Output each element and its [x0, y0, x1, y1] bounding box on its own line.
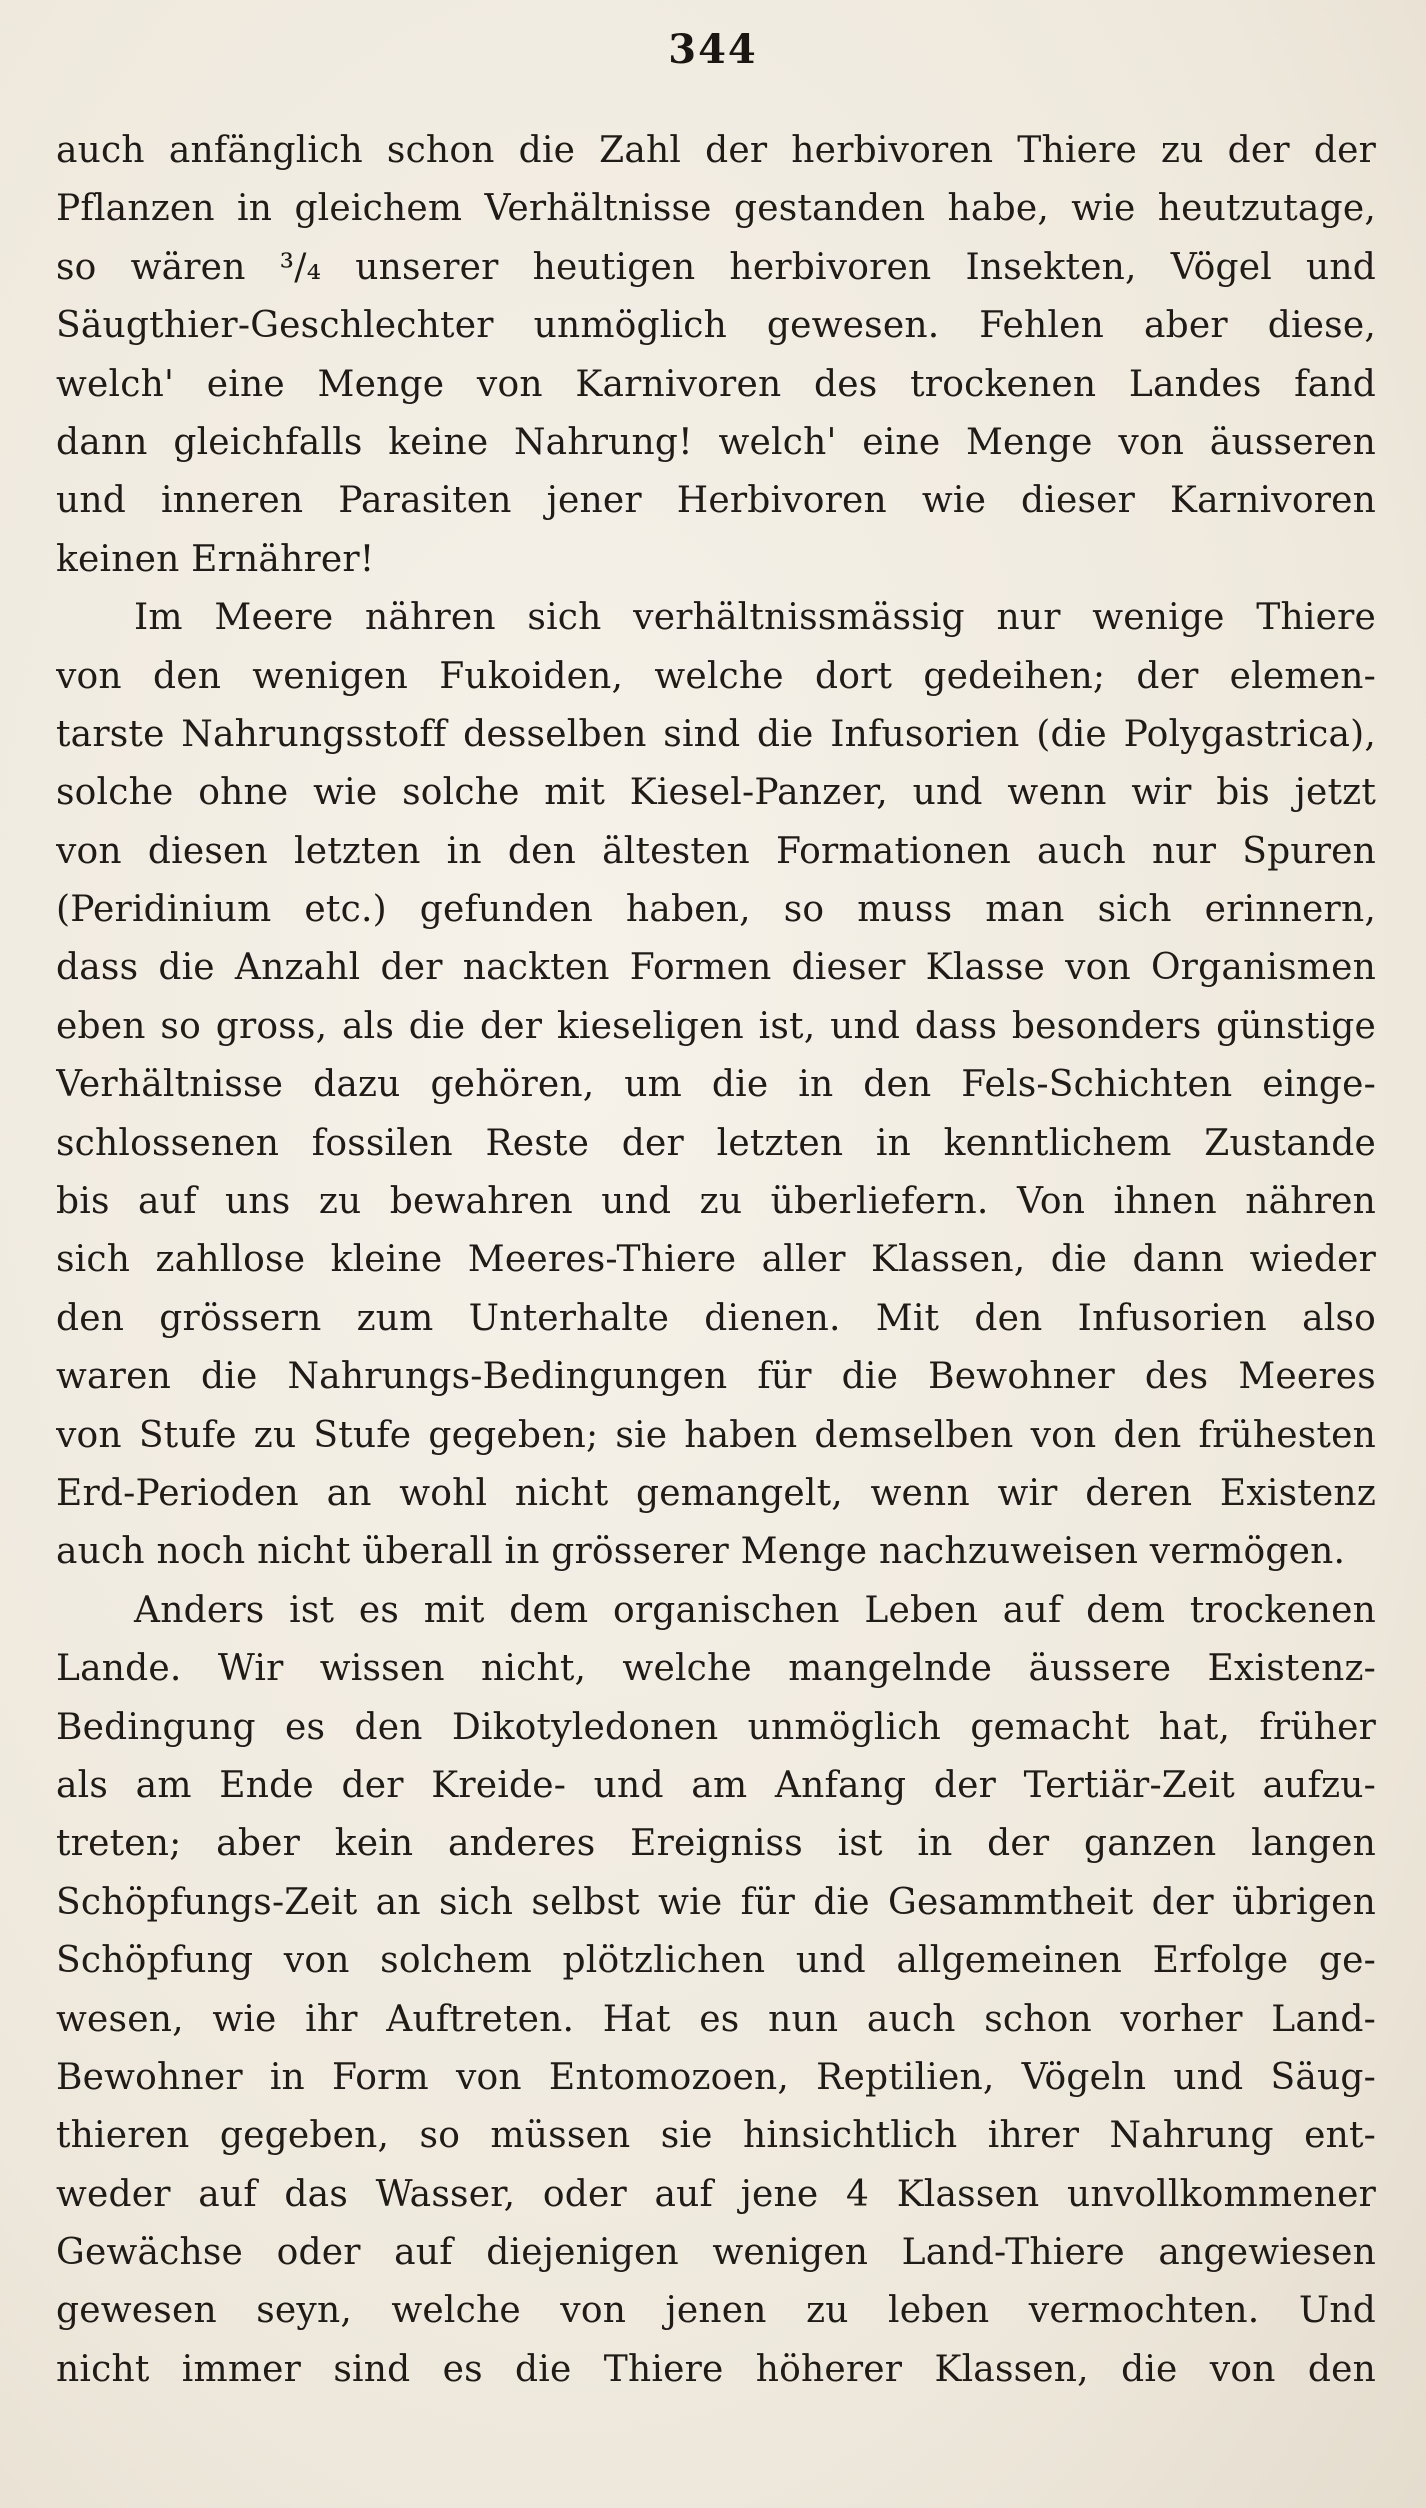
text-line: so wären ³/₄ unserer heutigen herbivoren Insekten, Vögel und	[56, 246, 1376, 288]
text-line: schlossenen fossilen Reste der letzten in kenntlichem Zustande	[56, 1122, 1376, 1164]
text-line: solche ohne wie solche mit Kiesel-Panzer, und wenn wir bis jetzt	[56, 772, 1376, 814]
body-text	[56, 122, 1376, 2399]
text-line: Bewohner in Form von Entomozoen, Reptilien, Vögeln und Säug-	[56, 2056, 1376, 2098]
text-line: Säugthier-Geschlechter unmöglich gewesen. Fehlen aber diese,	[56, 305, 1376, 347]
text-line: von diesen letzten in den ältesten Formationen auch nur Spuren	[56, 830, 1376, 872]
text-line: als am Ende der Kreide- und am Anfang der Tertiär-Zeit aufzu-	[56, 1764, 1376, 1806]
text-line: Verhältnisse dazu gehören, um die in den Fels-Schichten einge-	[56, 1064, 1376, 1106]
text-line: wesen, wie ihr Auftreten. Hat es nun auch schon vorher Land-	[56, 1998, 1376, 2040]
text-line: dass die Anzahl der nackten Formen dieser Klasse von Organismen	[56, 947, 1376, 989]
text-line: den grössern zum Unterhalte dienen. Mit den Infusorien also	[56, 1297, 1376, 1339]
text-line: tarste Nahrungsstoff desselben sind die Infusorien (die Polygastrica),	[56, 713, 1376, 755]
text-line: eben so gross, als die der kieseligen ist, und dass besonders günstige	[56, 1005, 1376, 1047]
text-line: Anders ist es mit dem organischen Leben auf dem trockenen	[134, 1589, 1376, 1631]
text-line: auch anfänglich schon die Zahl der herbivoren Thiere zu der der	[56, 130, 1376, 171]
text-line: dann gleichfalls keine Nahrung! welch' eine Menge von äusseren	[56, 421, 1376, 463]
text-line: bis auf uns zu bewahren und zu überliefern. Von ihnen nähren	[56, 1181, 1376, 1223]
page-number: 344	[668, 26, 758, 73]
text-line: Bedingung es den Dikotyledonen unmöglich gemacht hat, früher	[56, 1706, 1376, 1748]
text-line: von Stufe zu Stufe gegeben; sie haben demselben von den frühesten	[56, 1414, 1376, 1456]
text-line: Lande. Wir wissen nicht, welche mangelnde äussere Existenz-	[56, 1648, 1376, 1690]
text-line: von den wenigen Fukoiden, welche dort gedeihen; der elemen-	[56, 655, 1376, 697]
text-line: welch' eine Menge von Karnivoren des trockenen Landes fand	[56, 363, 1376, 405]
text-line: Gewächse oder auf diejenigen wenigen Land-Thiere angewiesen	[56, 2232, 1376, 2274]
text-line: gewesen seyn, welche von jenen zu leben vermochten. Und	[56, 2290, 1376, 2332]
text-line: Pflanzen in gleichem Verhältnisse gestanden habe, wie heutzutage,	[56, 188, 1376, 230]
text-line: Erd-Perioden an wohl nicht gemangelt, wenn wir deren Existenz	[56, 1472, 1376, 1514]
text-line: thieren gegeben, so müssen sie hinsichtlich ihrer Nahrung ent-	[56, 2115, 1376, 2157]
text-line: sich zahllose kleine Meeres-Thiere aller Klassen, die dann wieder	[56, 1239, 1376, 1281]
text-line: nicht immer sind es die Thiere höherer Klassen, die von den	[56, 2348, 1376, 2390]
text-line: auch noch nicht überall in grösserer Menge nachzuweisen vermögen.	[56, 1531, 1346, 1573]
text-line: treten; aber kein anderes Ereigniss ist in der ganzen langen	[56, 1823, 1376, 1865]
text-line: weder auf das Wasser, oder auf jene 4 Klassen unvollkommener	[56, 2173, 1376, 2215]
text-line: (Peridinium etc.) gefunden haben, so muss man sich erinnern,	[56, 889, 1376, 931]
text-line: Schöpfungs-Zeit an sich selbst wie für die Gesammtheit der übrigen	[56, 1881, 1376, 1923]
text-line: Schöpfung von solchem plötzlichen und allgemeinen Erfolge ge-	[56, 1940, 1376, 1982]
text-line: und inneren Parasiten jener Herbivoren wie dieser Karnivoren	[56, 480, 1376, 522]
text-line: waren die Nahrungs-Bedingungen für die Bewohner des Meeres	[56, 1356, 1376, 1398]
text-line: keinen Ernährer!	[56, 538, 375, 580]
text-line: Im Meere nähren sich verhältnissmässig nur wenige Thiere	[134, 597, 1376, 639]
